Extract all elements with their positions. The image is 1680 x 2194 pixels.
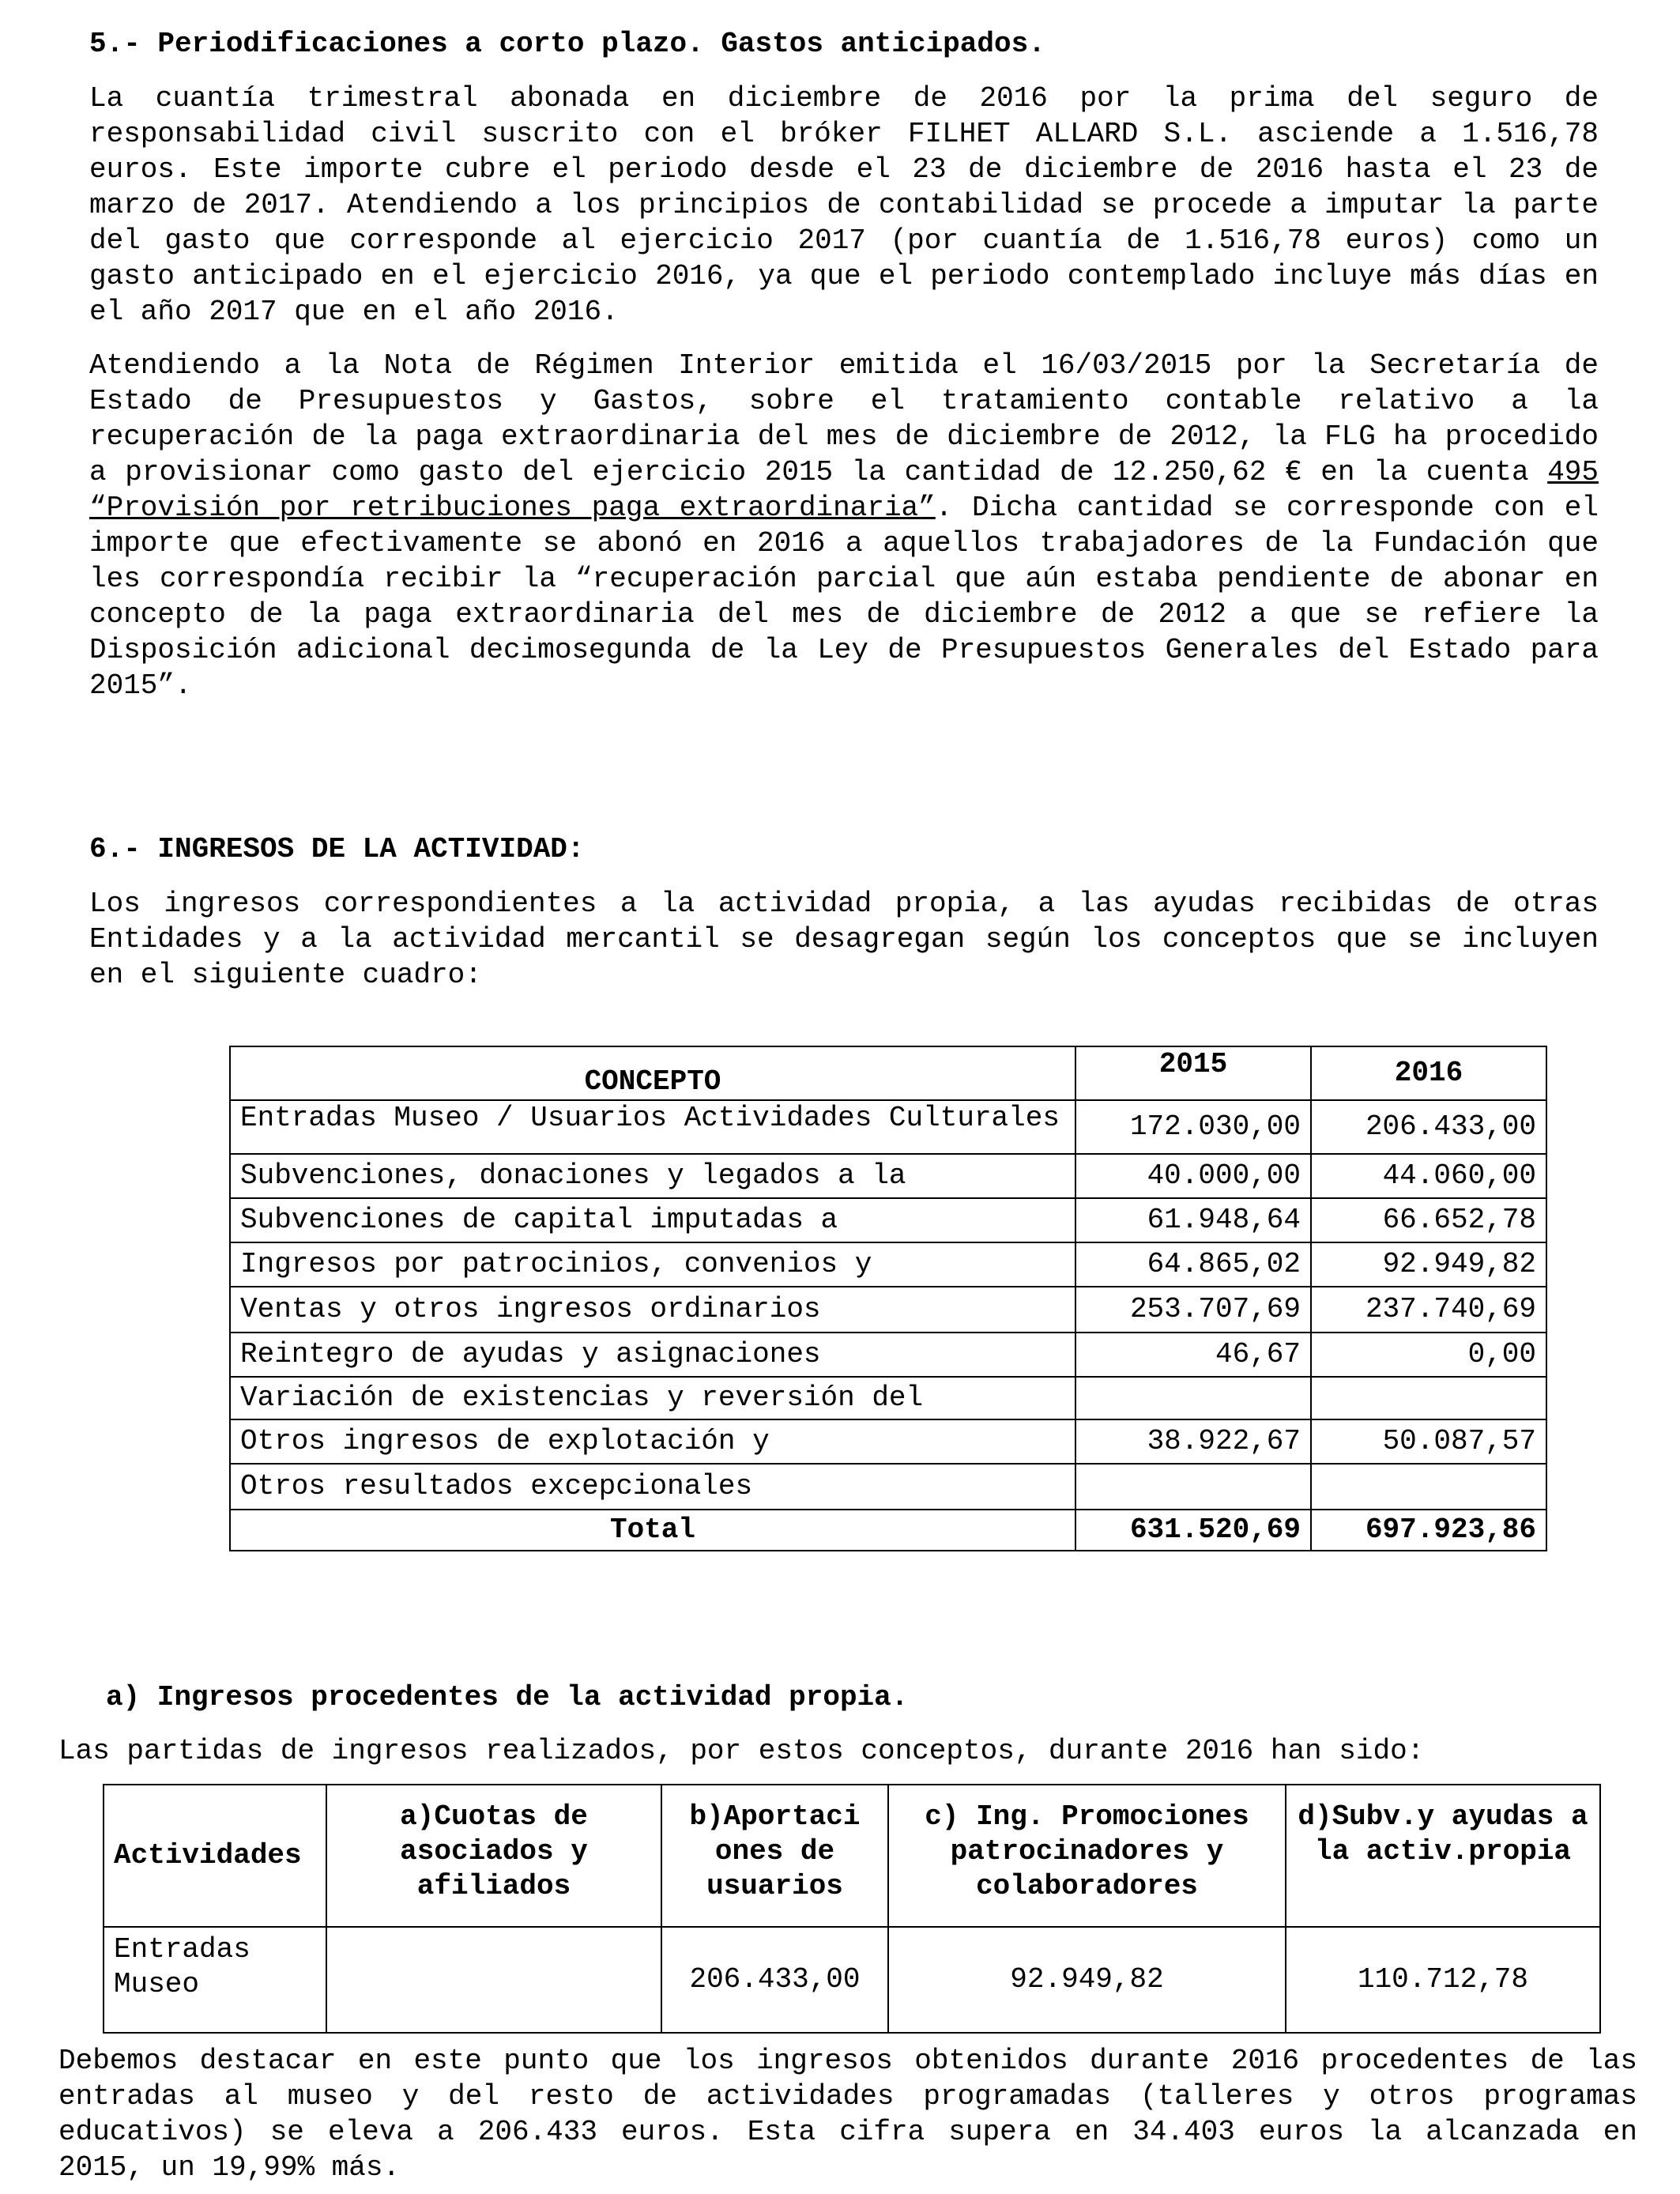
- row-value-2015: 61.948,64: [1075, 1198, 1311, 1242]
- row-value-2016: 50.087,57: [1311, 1419, 1546, 1464]
- section-5-heading: 5.- Periodificaciones a corto plazo. Gastos anticipados.: [89, 28, 1045, 60]
- row-actividades: Entradas Museo: [104, 1927, 326, 2033]
- row-value-2015: 40.000,00: [1075, 1154, 1311, 1198]
- row-concepto: Subvenciones, donaciones y legados a la: [230, 1154, 1075, 1198]
- income-table-header-row: [230, 1046, 1546, 1100]
- income-table: [229, 1046, 1547, 1551]
- row-value-2015: [1075, 1377, 1311, 1419]
- row-promociones: 92.949,82: [888, 1927, 1286, 2033]
- table-row: [230, 1242, 1546, 1287]
- row-value-2015: [1075, 1464, 1311, 1510]
- row-value-2016: [1311, 1377, 1546, 1419]
- activity-table-header-row: [104, 1785, 1600, 1927]
- header-aportaciones: b)Aportaci ones de usuarios: [661, 1785, 888, 1927]
- row-value-2015: 253.707,69: [1075, 1287, 1311, 1333]
- table-row: [230, 1287, 1546, 1333]
- subsection-a-heading: a) Ingresos procedentes de la actividad propia.: [106, 1681, 909, 1713]
- total-row: [230, 1510, 1546, 1551]
- row-concepto: Reintegro de ayudas y asignaciones: [230, 1333, 1075, 1377]
- header-promociones: c) Ing. Promociones patrocinadores y colaboradores: [888, 1785, 1286, 1927]
- subsection-a-closing: Debemos destacar en este punto que los ingresos obtenidos durante 2016 procedentes de las entradas al museo y del resto de actividades programadas (talleres y otros programas educativos) se eleva a 206.433 euros. Esta cifra supera en 34.403 euros la alcanzada en 2015, un 19,99% más.: [58, 2045, 1637, 2184]
- row-value-2015: 46,67: [1075, 1333, 1311, 1377]
- header-2015: 2015: [1075, 1046, 1311, 1100]
- header-2016: 2016: [1311, 1046, 1546, 1100]
- table-row: [230, 1419, 1546, 1464]
- row-value-2016: 66.652,78: [1311, 1198, 1546, 1242]
- table-row: [230, 1154, 1546, 1198]
- row-concepto: Subvenciones de capital imputadas a: [230, 1198, 1075, 1242]
- header-concepto: CONCEPTO: [230, 1046, 1075, 1100]
- table-row: [230, 1198, 1546, 1242]
- row-concepto: Otros resultados excepcionales: [230, 1464, 1075, 1510]
- row-aportaciones: 206.433,00: [661, 1927, 888, 2033]
- row-value-2016: 237.740,69: [1311, 1287, 1546, 1333]
- row-concepto: Entradas Museo / Usuarios Actividades Culturales: [230, 1100, 1075, 1154]
- activity-income-table: [103, 1784, 1601, 2034]
- p2-text-after: . Dicha cantidad se corresponde con el importe que efectivamente se abonó en 2016 a aquellos trabajadores de la Fundación que les correspondía recibir la “recuperación parcial que aún estaba pendiente de abonar en concepto de la paga extraordinaria del mes de diciembre de 2012 a que se refiere la Disposición adicional decimosegunda de la Ley de Presupuestos Generales del Estado para 2015”.: [89, 492, 1599, 702]
- header-actividades: Actividades: [104, 1785, 326, 1927]
- section-6-heading: 6.- INGRESOS DE LA ACTIVIDAD:: [89, 833, 585, 865]
- row-value-2015: 172.030,00: [1075, 1100, 1311, 1154]
- total-2015: 631.520,69: [1075, 1510, 1311, 1551]
- table-row: [104, 1927, 1600, 2033]
- section-5-paragraph-1: La cuantía trimestral abonada en diciembre de 2016 por la prima del seguro de responsabilidad civil suscrito con el bróker FILHET ALLARD S.L. asciende a 1.516,78 euros. Este importe cubre el periodo desde el 23 de diciembre de 2016 hasta el 23 de marzo de 2017. Atendiendo a los principios de contabilidad se procede a imputar la parte del gasto que corresponde al ejercicio 2017 (por cuantía de 1.516,78 euros) como un gasto anticipado en el ejercicio 2016, ya que el periodo contemplado incluye más días en el año 2017 que en el año 2016.: [89, 82, 1599, 328]
- table-row: [230, 1377, 1546, 1419]
- row-cuotas: [326, 1927, 661, 2033]
- row-value-2016: 44.060,00: [1311, 1154, 1546, 1198]
- account-495-underlined: 495 “Provisión por retribuciones paga extraordinaria”: [89, 456, 1599, 524]
- table-row: [230, 1333, 1546, 1377]
- p2-text-before: Atendiendo a la Nota de Régimen Interior emitida el 16/03/2015 por la Secretaría de Estado de Presupuestos y Gastos, sobre el tratamiento contable relativo a la recuperación de la paga extraordinaria del mes de diciembre de 2012, la FLG ha procedido a provisionar como gasto del ejercicio 2015 la cantidad de 12.250,62 € en la cuenta: [89, 349, 1599, 488]
- row-value-2015: 38.922,67: [1075, 1419, 1311, 1464]
- row-concepto: Ventas y otros ingresos ordinarios: [230, 1287, 1075, 1333]
- table-row: [230, 1100, 1546, 1154]
- row-subvenciones: 110.712,78: [1286, 1927, 1600, 2033]
- section-6-intro: Los ingresos correspondientes a la actividad propia, a las ayudas recibidas de otras Entidades y a la actividad mercantil se desagregan según los conceptos que se incluyen en el siguiente cuadro:: [89, 888, 1599, 991]
- table-row: [230, 1464, 1546, 1510]
- section-5-paragraph-2: [89, 348, 1599, 703]
- row-value-2016: 92.949,82: [1311, 1242, 1546, 1287]
- subsection-a-intro: Las partidas de ingresos realizados, por estos conceptos, durante 2016 han sido:: [58, 1735, 1425, 1767]
- total-label: Total: [230, 1510, 1075, 1551]
- row-value-2015: 64.865,02: [1075, 1242, 1311, 1287]
- row-concepto: Otros ingresos de explotación y: [230, 1419, 1075, 1464]
- row-value-2016: 0,00: [1311, 1333, 1546, 1377]
- header-cuotas: a)Cuotas de asociados y afiliados: [326, 1785, 661, 1927]
- row-value-2016: 206.433,00: [1311, 1100, 1546, 1154]
- row-concepto: Ingresos por patrocinios, convenios y: [230, 1242, 1075, 1287]
- row-value-2016: [1311, 1464, 1546, 1510]
- total-2016: 697.923,86: [1311, 1510, 1546, 1551]
- header-subvenciones: d)Subv.y ayudas a la activ.propia: [1286, 1785, 1600, 1927]
- row-concepto: Variación de existencias y reversión del: [230, 1377, 1075, 1419]
